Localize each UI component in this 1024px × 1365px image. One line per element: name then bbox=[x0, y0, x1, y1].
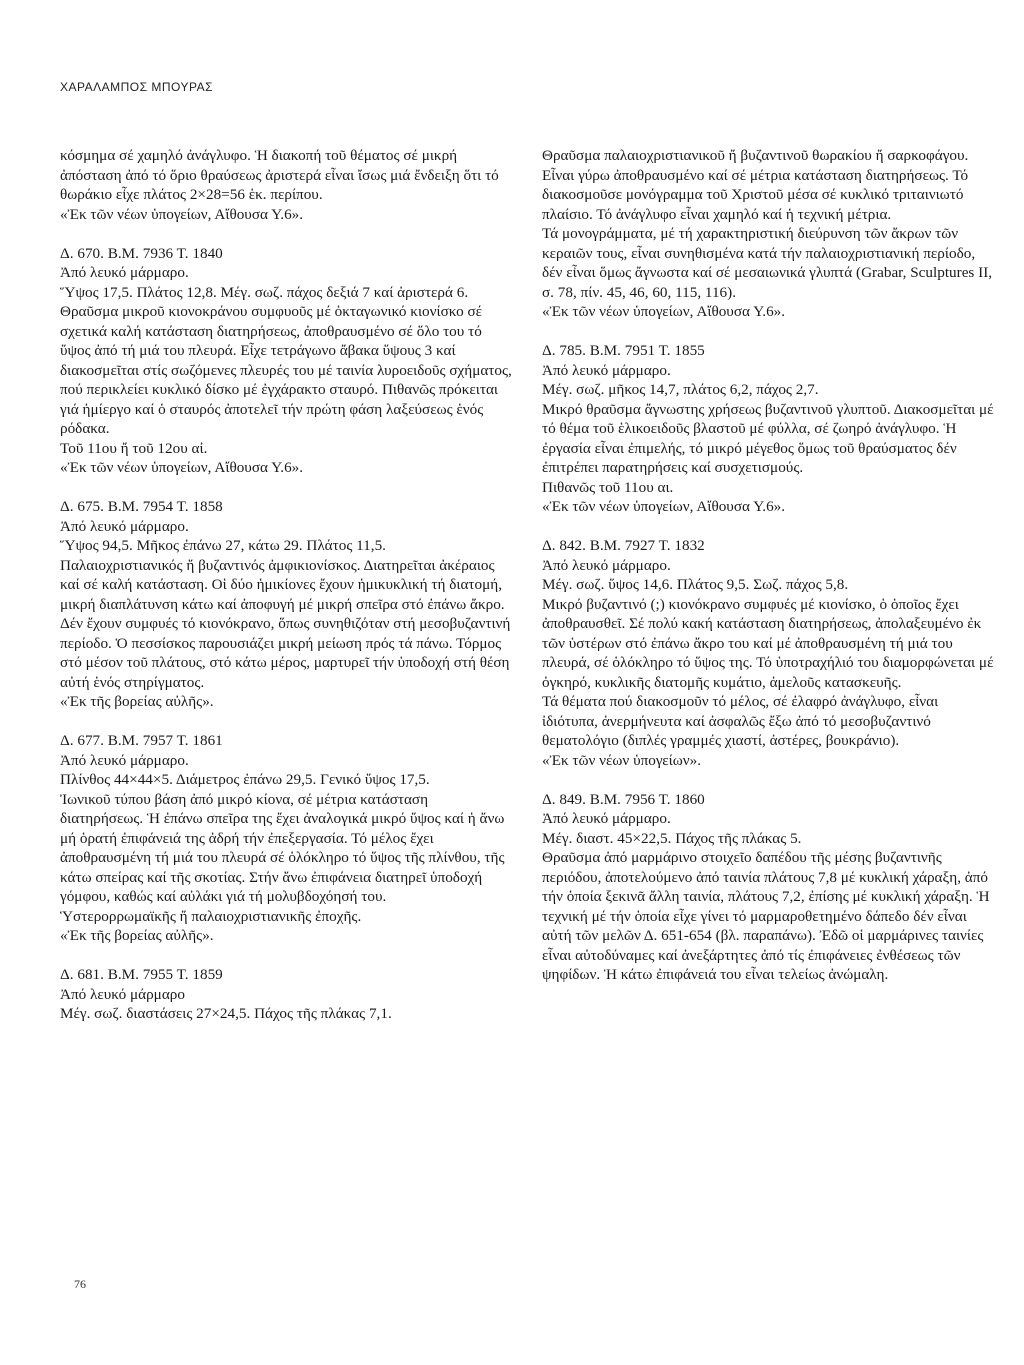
catalog-entry-heading: Δ. 677. Β.Μ. 7957 Τ. 1861 bbox=[60, 732, 223, 749]
dimensions-line: Ὕψος 94,5. Μῆκος ἐπάνω 27, κάτω 29. Πλάτος 11,5. bbox=[60, 537, 386, 554]
paragraph: Τά θέματα πού διακοσμοῦν τό μέλος, σέ ἐλαφρό ἀνάγλυφο, εἶναι ἰδιότυπα, ἀνερμήνευτα καί ἀσφαλῶς ἔξω ἀπό τό μεσοβυζαντινό θεματολόγιο (διπλές γραμμές χιαστί, ἀστέρες, βουκράνιο). bbox=[542, 693, 939, 749]
catalog-entry-heading: Δ. 670. Β.Μ. 7936 Τ. 1840 bbox=[60, 244, 223, 262]
dimensions-line: Ὕψος 17,5. Πλάτος 12,8. Μέγ. σωζ. πάχος δεξιά 7 καί ἀριστερά 6. bbox=[60, 283, 469, 301]
paragraph: Μικρό θραῦσμα ἄγνωστης χρήσεως βυζαντινοῦ γλυπτοῦ. Διακοσμεῖται μέ τό θέμα τοῦ ἑλικοειδοῦς βλαστοῦ μέ φύλλα, σέ ζωηρό ἀνάγλυφο. Ἡ ἐργασία εἶναι ἐπιμελής, τό μικρό μέγεθος ὅμως τοῦ θραύσματος δέν ἐπιτρέπει παρατηρήσεις καί συσχετισμούς. bbox=[542, 400, 994, 476]
left-column bbox=[60, 146, 512, 1024]
paragraph: Τά μονογράμματα, μέ τή χαρακτηριστική διεύρυνση τῶν ἄκρων τῶν κεραιῶν τους, εἶναι συνηθισμένα κατά τήν παλαιοχριστιανική περίοδο, δέν εἶναι ὅμως ἄγνωστα καί σέ μεσαιωνικά γλυπτά (Grabar, Sculptures II, σ. 78, πίν. 45, 46, 60, 115, 116). bbox=[542, 225, 993, 301]
dimensions-line: Μέγ. διαστ. 45×22,5. Πάχος τῆς πλάκας 5. bbox=[542, 829, 802, 847]
provenance-line: «Ἐκ τῆς βορείας αὐλῆς». bbox=[60, 927, 214, 944]
catalog-entry-heading: Δ. 681. Β.Μ. 7955 Τ. 1859 bbox=[60, 966, 223, 983]
provenance-line: «Ἐκ τῶν νέων ὑπογείων, Αἴθουσα Υ.6». bbox=[542, 303, 786, 320]
provenance-line: «Ἐκ τῶν νέων ὑπογείων, Αἴθουσα Υ.6». bbox=[542, 498, 786, 515]
material-line: Ἀπό λευκό μάρμαρο bbox=[60, 985, 185, 1003]
material-line: Ἀπό λευκό μάρμαρο. bbox=[542, 556, 671, 574]
dimensions-line: Μέγ. σωζ. μῆκος 14,7, πλάτος 6,2, πάχος 2,7. bbox=[542, 381, 819, 398]
provenance-line: «Ἐκ τῶν νέων ὑπογείων, Αἴθουσα Υ.6». bbox=[60, 205, 304, 223]
material-line: Ἀπό λευκό μάρμαρο. bbox=[542, 361, 671, 379]
page-number: 76 bbox=[74, 1277, 86, 1291]
catalog-entry-heading: Δ. 842. Β.Μ. 7927 Τ. 1832 bbox=[542, 537, 705, 554]
material-line: Ἀπό λευκό μάρμαρο. bbox=[60, 264, 189, 281]
dimensions-line: Πλίνθος 44×44×5. Διάμετρος ἐπάνω 29,5. Γενικό ὕψος 17,5. bbox=[60, 771, 430, 788]
paragraph: Θραῦσμα μικροῦ κιονοκράνου συμφυοῦς μέ ὀκταγωνικό κιονίσκο σέ σχετικά καλή κατάσταση διατηρήσεως, ἀποθραυσμένο σέ ὅλο του τό ὕψος ἀπό τή μιά του πλευρά. Εἶχε τετράγωνο ἄβακα ὕψους 3 καί διακοσμεῖται στίς σωζόμενες πλευρές του μέ ταινία λυροειδοῦς σχήματος, πού περικλείει κυκλικό δίσκο μέ ἐγχάρακτο σταυρό. Πιθανῶς πρόκειται γιά ἡμίεργο καί ὁ σταυρός ἀποτελεῖ τήν πρώτη φάση λαξεύσεως ἑνός ρόδακα. bbox=[60, 303, 512, 437]
provenance-line: «Ἐκ τῶν νέων ὑπογείων». bbox=[542, 751, 702, 769]
material-line: Ἀπό λευκό μάρμαρο. bbox=[542, 810, 671, 827]
date-line: Πιθανῶς τοῦ 11ου αι. bbox=[542, 478, 674, 496]
paragraph: Παλαιοχριστιανικός ἤ βυζαντινός ἀμφικιονίσκος. Διατηρεῖται ἀκέραιος καί σέ καλή κατάσταση. Οἱ δύο ἡμικίονες ἔχουν ἡμικυκλική τή διατομή, μικρή διαπλάτυνση κάτω καί ἀποφυγή μέ μικρή σπεῖρα στό ἐπάνω ἄκρο. Δέν ἔχουν συμφυές τό κιονόκρανο, ὅπως συνηθιζόταν στή μεσοβυζαντινή περίοδο. Ὁ πεσσίσκος παρουσιάζει μικρή μείωση πρός τά πάνω. Τόρμος στό μέσον τοῦ πλάτους, στό κάτω μέρος, μαρτυρεῖ τήν ὑποδοχή στή θέση αὐτή ἑνός στηρίγματος. bbox=[60, 556, 511, 691]
date-line: Τοῦ 11ου ἤ τοῦ 12ου αἰ. bbox=[60, 439, 208, 457]
right-column bbox=[542, 146, 994, 985]
date-line: Ὑστερορρωμαϊκῆς ἤ παλαιοχριστιανικῆς ἐποχῆς. bbox=[60, 907, 362, 925]
material-line: Ἀπό λευκό μάρμαρο. bbox=[60, 517, 189, 535]
running-head: ΧΑΡΑΛΑΜΠΟΣ ΜΠΟΥΡΑΣ bbox=[60, 80, 214, 94]
catalog-entry-heading: Δ. 849. Β.Μ. 7956 Τ. 1860 bbox=[542, 790, 705, 808]
paragraph: Θραῦσμα ἀπό μαρμάρινο στοιχεῖο δαπέδου τῆς μέσης βυζαντινῆς περιόδου, ἀποτελούμενο ἀπό ταινία πλάτους 7,8 μέ κυκλική χάραξη, ἀπό τήν ὁποία ξεκινᾶ ἄλλη ταινία, πλάτους 7,2, ἐπίσης μέ κυκλική χάραξη. Ἡ τεχνική μέ τήν ὁποία εἶχε γίνει τό μαρμαροθετημένο δάπεδο δέν εἶναι αὐτή τῶν μελῶν Δ. 651-654 (βλ. παραπάνω). Ἐδῶ οἱ μαρμάρινες ταινίες εἶναι αὐτοδύναμες καί ἀνεξάρτητες ἀπό τίς ἐπιφάνειες ἐνθέσεως τῶν ψηφίδων. Ἡ κάτω ἐπιφάνειά του εἶναι τελείως ἀνώμαλη. bbox=[542, 849, 990, 983]
catalog-entry-heading: Δ. 675. Β.Μ. 7954 Τ. 1858 bbox=[60, 498, 223, 515]
material-line: Ἀπό λευκό μάρμαρο. bbox=[60, 751, 189, 769]
paragraph: κόσμημα σέ χαμηλό ἀνάγλυφο. Ἡ διακοπή τοῦ θέματος σέ μικρή ἀπόσταση ἀπό τό ὅριο θραύσεως ἀριστερά εἶναι ἴσως μιά ἔνδειξη ὅτι τό θωράκιο εἶχε πλάτος 2×28=56 ἑκ. περίπου. bbox=[60, 147, 499, 203]
paragraph: Ἰωνικοῦ τύπου βάση ἀπό μικρό κίονα, σέ μέτρια κατάσταση διατηρήσεως. Ἡ ἐπάνω σπεῖρα της ἔχει ἀναλογικά μικρό ὕψος καί ἡ ἄνω μή ὁρατή ἐπιφάνειά της ἀδρή τήν ἐπεξεργασία. Τό μέλος ἔχει ἀποθραυσμένη τή μιά του πλευρά σέ ὁλόκληρο τό ὕψος τῆς πλίνθου, τῆς κάτω σπείρας καί τῆς σκοτίας. Στήν ἄνω ἐπιφάνεια διατηρεῖ ὑποδοχή γόμφου, καθώς καί αὐλάκι γιά τή μολυβδοχόησή του. bbox=[60, 790, 505, 905]
dimensions-line: Μέγ. σωζ. ὕψος 14,6. Πλάτος 9,5. Σωζ. πάχος 5,8. bbox=[542, 576, 849, 593]
paragraph: Θραῦσμα παλαιοχριστιανικοῦ ἤ βυζαντινοῦ θωρακίου ἤ σαρκοφάγου. Εἶναι γύρω ἀποθραυσμένο καί σέ μέτρια κατάσταση διατηρήσεως. Τό διακοσμοῦσε μονόγραμμα τοῦ Χριστοῦ μέσα σέ κυκλικό τριταινιωτό πλαίσιο. Τό ἀνάγλυφο εἶναι χαμηλό καί ἡ τεχνική μέτρια. bbox=[542, 147, 969, 223]
catalog-entry-heading: Δ. 785. Β.Μ. 7951 Τ. 1855 bbox=[542, 342, 705, 359]
paragraph: Μικρό βυζαντινό (;) κιονόκρανο συμφυές μέ κιονίσκο, ὁ ὁποῖος ἔχει ἀποθραυσθεῖ. Σέ πολύ κακή κατάσταση διατηρήσεως, ἀπολαξευμένο ἐκ τῶν ὑστέρων στό ἐπάνω ἄκρο του καί μέ ἀποθραυσμένη τή μιά του πλευρά, σέ ὁλόκληρο τό ὕψος της. Τό ὑποτραχήλιό του διαμορφώνεται μέ ὀγκηρό, κυκλικῆς διατομῆς κυμάτιο, ἀμελοῦς κατασκευῆς. bbox=[542, 595, 994, 691]
dimensions-line: Μέγ. σωζ. διαστάσεις 27×24,5. Πάχος τῆς πλάκας 7,1. bbox=[60, 1005, 392, 1022]
provenance-line: «Ἐκ τῶν νέων ὑπογείων, Αἴθουσα Υ.6». bbox=[60, 459, 304, 476]
provenance-line: «Ἐκ τῆς βορείας αὐλῆς». bbox=[60, 693, 214, 710]
